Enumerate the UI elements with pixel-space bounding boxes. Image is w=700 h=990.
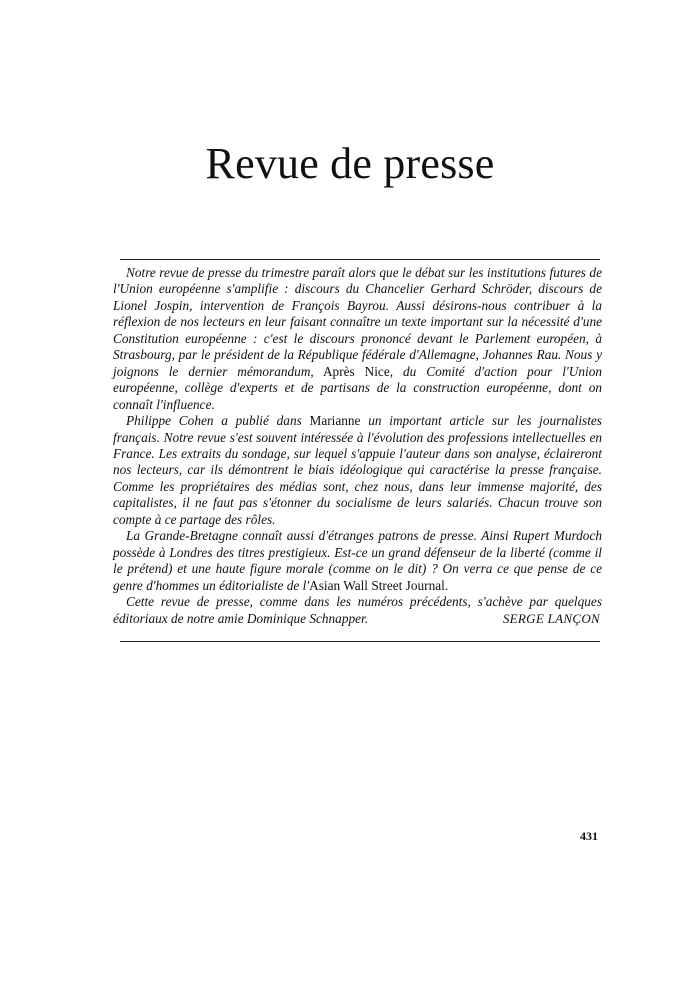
- top-divider: [120, 259, 600, 260]
- memorandum-title: Après Nice,: [322, 363, 394, 379]
- paragraph-british-press: [113, 528, 602, 594]
- bottom-divider: [120, 641, 600, 642]
- page-title: Revue de presse: [205, 139, 495, 188]
- paragraph-eu-institutions: [113, 265, 602, 413]
- paragraph-4-text: Cette revue de presse, comme dans les numéros précédents, s'achève par quelques éditoriaux de notre amie Dominique Schnapper.: [113, 594, 602, 626]
- paragraph-3-text-a: La Grande-Bretagne connaît aussi d'étranges patrons de presse. Ainsi Rupert Murdoch possède à Londres des titres prestigieux. Est-ce un grand défenseur de la liberté (comme il le prétend) et une haute figure morale (comme on le dit) ? On verra ce que pense de ce genre d'hommes un éditorialiste de l': [113, 528, 602, 593]
- publication-marianne: Marianne: [309, 413, 361, 429]
- author-signature: SERGE LANÇON: [502, 611, 600, 626]
- page-number: 431: [580, 829, 598, 843]
- publication-asian-wsj: Asian Wall Street Journal.: [309, 577, 449, 593]
- paragraph-2-text-a: Philippe Cohen a publié dans: [126, 413, 302, 429]
- paragraph-french-journalists: [113, 413, 602, 528]
- paragraph-1-text-a: Notre revue de presse du trimestre paraît alors que le débat sur les institutions futures de l'Union européenne s'amplifie : discours du Chancelier Gerhard Schröder, discours de Lionel Jospin, intervention de François Bayrou. Aussi désirons-nous contribuer à la réflexion de nos lecteurs en leur faisant connaître un texte important sur la nécessité d'une Constitution européenne : c'est le discours prononcé devant le Parlement européen, à Strasbourg, par le président de la République fédérale d'Allemagne, Johannes Rau. Nous y joignons le dernier mémorandum,: [113, 265, 602, 379]
- paragraph-1-text-c: du Comité d'action pour l'Union européenne, collège d'experts et de partisans de la construction européenne, dont on connaît l'influence.: [113, 363, 602, 412]
- paragraph-2-text-c: un important article sur les journalistes français. Notre revue s'est souvent intéressée à l'évolution des professions intellectuelles en France. Les extraits du sondage, sur lequel s'appuie l'auteur dans son analyse, éclaireront nos lecteurs, car ils démontrent le biais idéologique qui caractérise la presse française. Comme les propriétaires des médias sont, chez nous, dans leur immense majorité, des capitalistes, il ne faut pas s'étonner du socialisme de leurs salariés. Chacun trouve son compte à ce partage des rôles.: [113, 413, 602, 527]
- editorial-introduction: [113, 265, 602, 627]
